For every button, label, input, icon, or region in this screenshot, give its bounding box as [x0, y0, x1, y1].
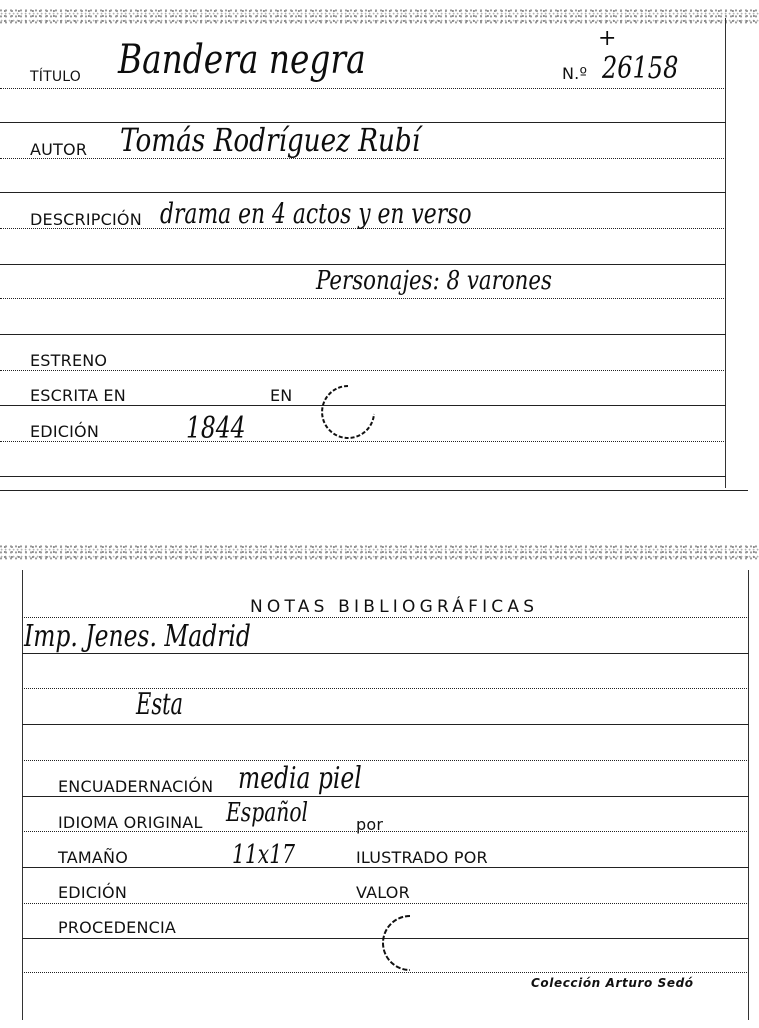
punch-hole-icon — [318, 382, 380, 444]
rule-12 — [0, 476, 726, 477]
rule-1 — [0, 88, 726, 89]
title-value: Bandera negra — [118, 37, 366, 83]
notes-rule-8 — [22, 867, 749, 868]
size-label: TAMAÑO — [58, 848, 128, 867]
original-language-label: IDIOMA ORIGINAL — [58, 813, 203, 832]
rule-8 — [0, 334, 726, 335]
edition2-label: EDICIÓN — [58, 883, 128, 902]
binding-value: media piel — [238, 761, 362, 796]
en-label: EN — [270, 386, 293, 405]
notes-line-2: Esta — [136, 687, 184, 722]
scan-noise-top — [0, 8, 759, 24]
rule-6 — [0, 264, 726, 265]
original-language-value: Español — [226, 798, 309, 828]
notes-rule-4 — [22, 724, 749, 725]
author-value: Tomás Rodríguez Rubí — [120, 121, 421, 159]
por-label: por — [356, 815, 384, 834]
number-label: N.º — [562, 64, 588, 83]
size-value: 11x17 — [232, 840, 296, 870]
edition-label: EDICIÓN — [30, 422, 100, 441]
binding-label: ENCUADERNACIÓN — [58, 777, 214, 796]
notes-line-1: Imp. Jenes. Madrid — [24, 619, 251, 654]
edition-value: 1844 — [186, 411, 246, 446]
written-in-label: ESCRITA EN — [30, 386, 126, 405]
illustrated-by-label: ILUSTRADO POR — [356, 848, 488, 867]
notes-rule-6 — [22, 796, 749, 797]
card2-left-edge — [22, 570, 23, 1020]
punch-hole-2-icon — [370, 912, 432, 974]
notes-rule-5 — [22, 760, 749, 761]
collection-footer: Colección Arturo Sedó — [531, 976, 694, 990]
catalog-card-top — [0, 0, 759, 495]
rule-7 — [0, 298, 726, 299]
description-value: drama en 4 actos y en verso — [160, 197, 472, 230]
description-extra: Personajes: 8 varones — [316, 266, 552, 296]
premiere-label: ESTRENO — [30, 351, 108, 370]
notes-rule-1 — [22, 617, 749, 618]
notes-rule-3 — [22, 688, 749, 689]
author-label: AUTOR — [30, 140, 88, 159]
number-mark: + — [598, 26, 617, 51]
notes-title: NOTAS BIBLIOGRÁFICAS — [250, 597, 539, 617]
card2-right-edge — [748, 570, 749, 1020]
number-value: 26158 — [602, 51, 679, 86]
notes-rule-9 — [22, 903, 749, 904]
rule-4 — [0, 192, 726, 193]
description-label: DESCRIPCIÓN — [30, 210, 142, 229]
value-label: VALOR — [356, 883, 410, 902]
scan-noise-bottom — [0, 544, 759, 560]
rule-9 — [0, 370, 726, 371]
title-label: TÍTULO — [30, 69, 81, 85]
provenance-label: PROCEDENCIA — [58, 918, 177, 937]
card-bottom-edge — [0, 490, 748, 491]
